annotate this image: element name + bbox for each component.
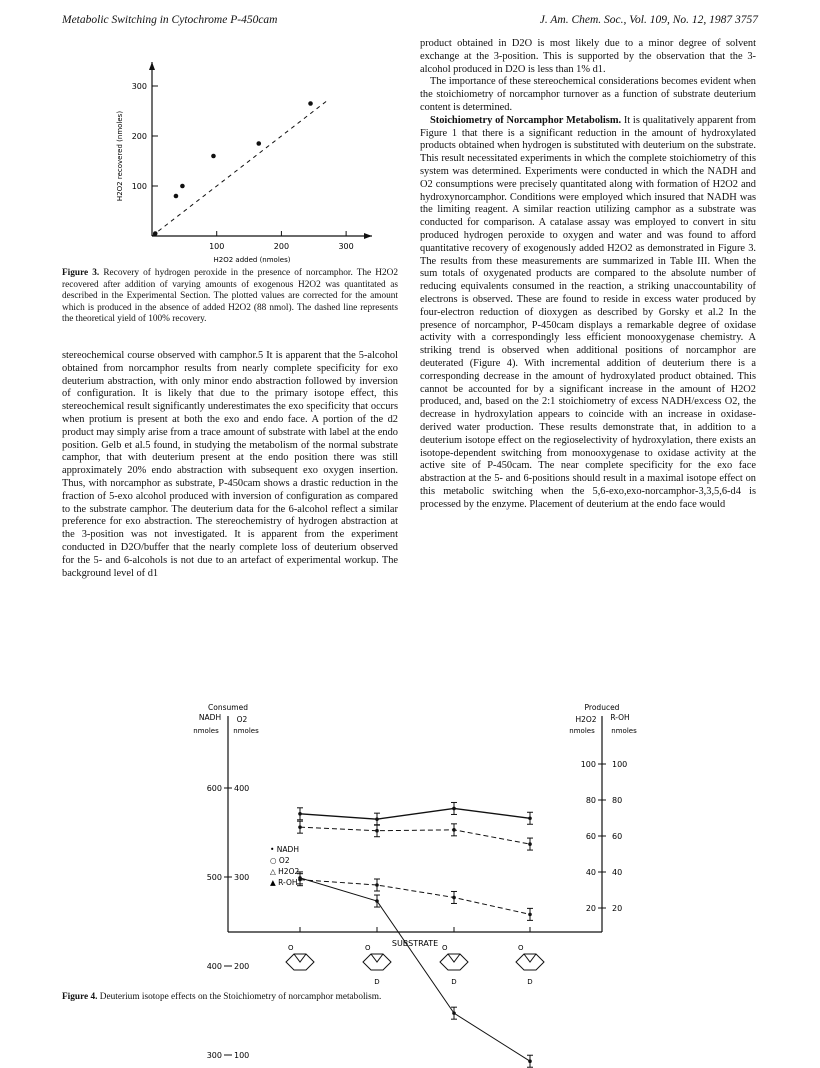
o2-unit-label: nmoles [233,727,259,735]
roh-unit-label: nmoles [611,727,637,735]
series-line-nadh [300,808,530,819]
h2o2-column-label: H2O2 [575,715,597,724]
x-tick-label: 200 [273,242,290,251]
nadh-tick-label: 500 [206,873,222,882]
series-point [375,883,379,887]
roh-tick-label: 20 [612,904,623,913]
x-tick-label: 300 [338,242,354,251]
series-point [375,817,379,821]
reference-line [152,101,327,236]
produced-label: Produced [584,703,620,712]
substrate-label: SUBSTRATE [391,939,439,948]
series-point [298,825,302,829]
figure-4-caption-text: Deuterium isotope effects on the Stoichiometry of norcamphor metabolism. [99,992,382,1002]
series-line-o2 [300,827,530,844]
o2-tick-label: 100 [234,1051,250,1060]
y-axis-arrow [149,62,155,70]
norcamphor-structure-icon [363,954,391,970]
o2-tick-label: 300 [234,873,250,882]
series-point [528,1059,532,1063]
series-point [375,829,379,833]
right-paragraph-3 [420,115,756,512]
y-tick-label: 200 [131,132,147,141]
series-point [452,828,456,832]
figure-4-caption [62,992,762,1004]
legend-entry: • NADH [270,845,299,854]
o2-tick-label: 400 [234,784,250,793]
legend-entry: △ H2O2 [270,867,300,876]
nadh-unit-label: nmoles [193,727,219,735]
deuterium-label: D [527,978,533,986]
carbonyl-label: O [288,944,294,952]
running-header-left: Metabolic Switching in Cytochrome P-450cam [62,14,278,26]
right-paragraph-2: The importance of these stereochemical considerations becomes evident when the stoichiometry of norcamphor turnover as a function of substrate deuterium content is determined. [420,76,756,113]
carbonyl-label: O [365,944,371,952]
y-tick-label: 100 [131,182,147,191]
carbonyl-label: O [442,944,448,952]
consumed-label: Consumed [208,703,248,712]
deuterium-label: D [451,978,457,986]
data-point [308,101,313,106]
roh-column-label: R-OH [610,713,630,722]
o2-tick-label: 200 [234,962,250,971]
right-column-text [420,38,756,511]
data-point [211,154,216,159]
roh-tick-label: 40 [612,868,623,877]
y-tick-label: 300 [131,82,147,91]
h2o2-tick-label: 20 [585,904,596,913]
x-axis-label: H2O2 added (nmoles) [213,256,291,264]
nadh-tick-label: 600 [206,784,222,793]
section-body: It is qualitatively apparent from Figure 1 that there is a significant reduction in the amount of hydroxylated products obtained when hydrogen is substituted with deuterium on the substrate. This result necessitated experiments in which the complete stoichiometry of this system was determined. Experiments were conducted in which the NADH and O2 consumptions were precisely quantitated along with formation of H2O2 and hydroxynorcamphor. Conditions were employed which insured that NADH was the limiting reagent. A similar reaction utilizing camphor as a substrate was conducted for comparison. A catalase assay was employed to convert in situ produced hydrogen peroxide to oxygen and water and was found to afford quantitative recovery of exogenously added H2O2 as demonstrated in Figure 3. The results from these measurements are summarized in Table III. When the sum totals of oxygenated products are compared to the absolute number of reducing equivalents consumed in the reaction, a striking unaccountability of electrons is observed. These are found to reside in excess water produced by four-electron reduction of dioxygen as described by Gorsky et al.2 In the presence of norcamphor, P-450cam displays a remarkable degree of oxidase activity with a correspondingly less efficient monooxygenase chemistry. A striking trend is observed when additional positions of norcamphor are deuterated (Figure 4). With incremental addition of deuterium there is a corresponding decrease in the amount of hydroxylated product obtained. This cannot be accounted for by a significant increase in the amount of H2O2 produced, and, based on the 2:1 stoichiometry of excess NADH/excess O2, the decrease in hydroxylation appears to coincide with an increase in oxidase-derived water production. These results demonstrate that, in addition to a deuterium isotope effect on the regioselectivity of hydroxylation, there exists an isotope-dependent switching from monooxygenase to oxidase activity at the active site of P-450cam. The near complete specificity for the exo face abstraction at the 5- and 6-positions should result in a maximal isotope effect on this metabolic switching when the 5,6-exo,exo-norcamphor-3,3,5,6-d4 is processed by the enzyme. Placement of deuterium at the endo face would [420,114,756,510]
nadh-column-label: NADH [198,713,222,722]
series-point [452,807,456,811]
y-axis-label: H2O2 recovered (nmoles) [116,110,124,202]
nadh-tick-label: 300 [206,1051,222,1060]
legend-entry: ○ O2 [270,856,290,865]
series-line-h2o2 [300,880,530,915]
roh-tick-label: 80 [612,796,623,805]
figure-4-label: Figure 4. [62,992,98,1002]
series-point [298,812,302,816]
series-point [452,1011,456,1015]
series-line-r-oh [300,878,533,1061]
series-point [528,842,532,846]
deuterium-label: D [374,978,380,986]
norcamphor-structure-icon [516,954,544,970]
series-point [528,913,532,917]
o2-column-label: O2 [236,715,248,724]
series-point [452,896,456,900]
data-point [153,231,158,236]
left-column-text [62,350,398,580]
h2o2-tick-label: 80 [585,796,596,805]
legend-entry: ▲ R-OH [270,878,298,887]
x-axis-arrow [364,233,372,239]
h2o2-unit-label: nmoles [569,727,595,735]
h2o2-tick-label: 40 [585,868,596,877]
norcamphor-structure-icon [440,954,468,970]
data-point [174,194,179,199]
carbonyl-label: O [518,944,524,952]
series-point [375,899,379,903]
roh-tick-label: 60 [612,832,623,841]
figure-3-label: Figure 3. [62,268,100,278]
right-paragraph-1: product obtained in D2O is most likely due to a minor degree of solvent exchange at the 3-position. This is supported by the observation that the 3-alcohol produced in D2O is less than 1% d1. [420,38,756,75]
left-paragraph: stereochemical course observed with camphor.5 It is apparent that the 5-alcohol obtained from norcamphor results from nearly complete specificity for exo deuterium abstraction, with only minor endo abstraction followed by inversion of configuration. It is likely that due to the primary isotope effect, this stereochemical result significantly underestimates the exo specificity that occurs when protium is present at both the exo and endo face. A portion of the d2 product may simply arise from a trace amount of substrate with label at the endo position. Gelb et al.5 found, in studying the metabolism of the normal substrate camphor, that with deuterium present at the endo position there was still approximately 20% endo abstraction with subsequent exo oxygen insertion. Thus, with norcamphor as substrate, P-450cam shows a drastic reduction in the fraction of 5-exo alcohol produced with inversion of configuration as compared to the substrate camphor. The deuterium data for the 6-alcohol reflect a similar preference for exo abstraction. The stereochemistry of hydrogen abstraction at the 3-position was not investigated. It is apparent from the experiment conducted in D2O/buffer that the nearly complete loss of deuterium observed for the 5- and 6-alcohols is not due to an artefact of experimental workup. The background level of d1 [62,350,398,579]
h2o2-tick-label: 100 [580,760,596,769]
figure-3-caption-text: Recovery of hydrogen peroxide in the presence of norcamphor. The H2O2 recovered after addition of varying amounts of exogenous H2O2 was quantitated as described in the Experimental Section. The plotted values are corrected for the amount which is produced in the absence of added H2O2 (88 nmol). The dashed line represents the theoretical yield of 100% recovery. [62,268,398,324]
series-point [528,816,532,820]
section-heading: Stoichiometry of Norcamphor Metabolism. [430,114,622,126]
figure-3-chart [90,46,380,266]
x-tick-label: 100 [209,242,225,251]
roh-tick-label: 100 [612,760,628,769]
running-header-right: J. Am. Chem. Soc., Vol. 109, No. 12, 1987 3757 [539,14,758,26]
norcamphor-structure-icon [286,954,314,970]
h2o2-tick-label: 60 [585,832,596,841]
nadh-tick-label: 400 [206,962,222,971]
series-point [298,876,302,880]
figure-3-caption [62,268,398,326]
data-point [256,141,261,146]
data-point [180,184,185,189]
